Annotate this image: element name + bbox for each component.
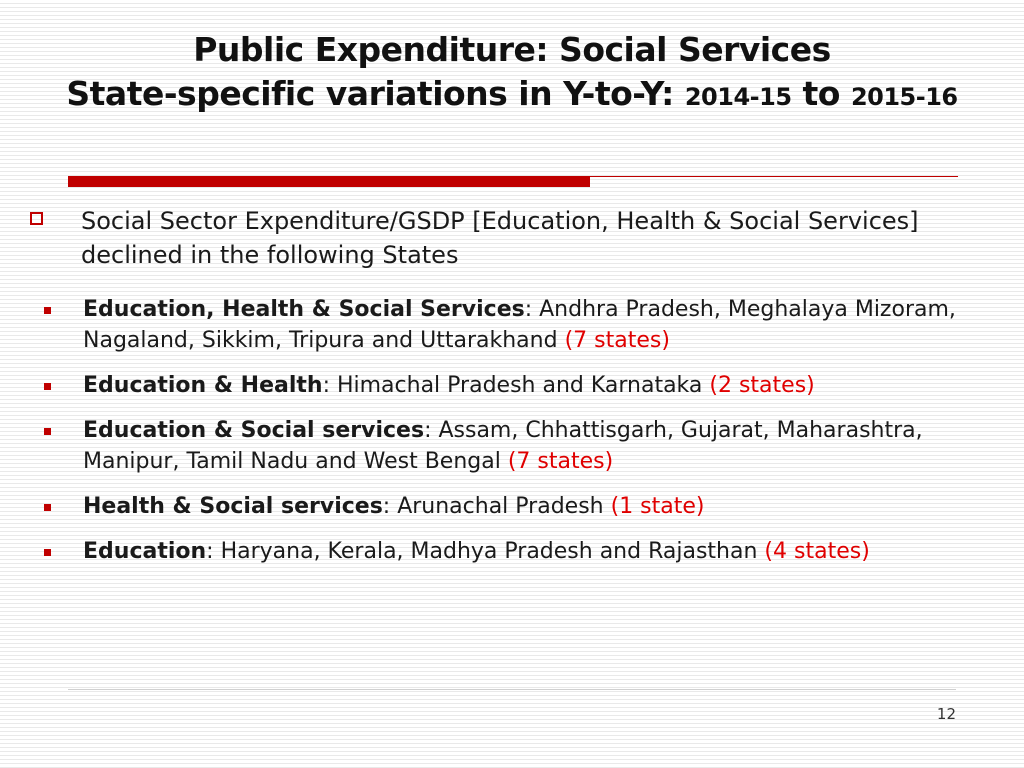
intro-text: Social Sector Expenditure/GSDP [Education, Health & Social Services] declined in the following States	[81, 207, 919, 269]
state-count: (1 state)	[610, 494, 705, 519]
state-names: Himachal Pradesh and Karnataka	[336, 373, 710, 398]
slide-title	[0, 28, 1024, 119]
separator: :	[424, 418, 439, 443]
category-label: Education, Health & Social Services	[83, 297, 525, 322]
title-year-from: 2014-15	[684, 83, 792, 111]
category-label: Education & Social services	[83, 418, 425, 443]
separator: :	[206, 539, 221, 564]
state-list	[44, 294, 994, 581]
square-bullet-icon	[44, 383, 51, 390]
state-count: (2 states)	[709, 373, 815, 398]
square-bullet-icon	[44, 504, 51, 511]
separator: :	[524, 297, 540, 322]
separator: :	[382, 494, 398, 519]
hollow-square-bullet-icon	[30, 212, 43, 225]
state-count: (7 states)	[507, 449, 614, 474]
square-bullet-icon	[44, 549, 51, 556]
title-accent-line	[590, 176, 958, 177]
state-names: Andhra Pradesh, Meghalaya Mizoram, Nagaland, Sikkim, Tripura and Uttarakhand	[83, 297, 956, 353]
list-item	[44, 491, 994, 522]
title-year-to: 2015-16	[850, 83, 958, 111]
state-names: Assam, Chhattisgarh, Gujarat, Maharashtra, Manipur, Tamil Nadu and West Bengal	[83, 418, 923, 474]
footer-divider	[68, 689, 956, 690]
title-accent-bar	[68, 176, 590, 187]
list-item	[44, 370, 994, 401]
state-count: (7 states)	[564, 328, 670, 353]
category-label: Health & Social services	[83, 494, 383, 519]
state-names: Arunachal Pradesh	[397, 494, 611, 519]
title-line-2-text: State-specific variations in Y-to-Y:	[66, 74, 685, 113]
list-item	[44, 415, 994, 477]
square-bullet-icon	[44, 428, 51, 435]
category-label: Education & Health	[83, 373, 323, 398]
intro-point	[30, 204, 980, 272]
square-bullet-icon	[44, 307, 51, 314]
list-item	[44, 536, 994, 567]
separator: :	[322, 373, 337, 398]
state-count: (4 states)	[764, 539, 870, 564]
list-item	[44, 294, 994, 356]
title-connector: to	[791, 74, 851, 113]
category-label: Education	[83, 539, 207, 564]
title-line-2	[0, 72, 1024, 119]
state-names: Haryana, Kerala, Madhya Pradesh and Rajasthan	[220, 539, 765, 564]
page-number: 12	[936, 705, 956, 723]
title-line-1: Public Expenditure: Social Services	[193, 30, 831, 69]
